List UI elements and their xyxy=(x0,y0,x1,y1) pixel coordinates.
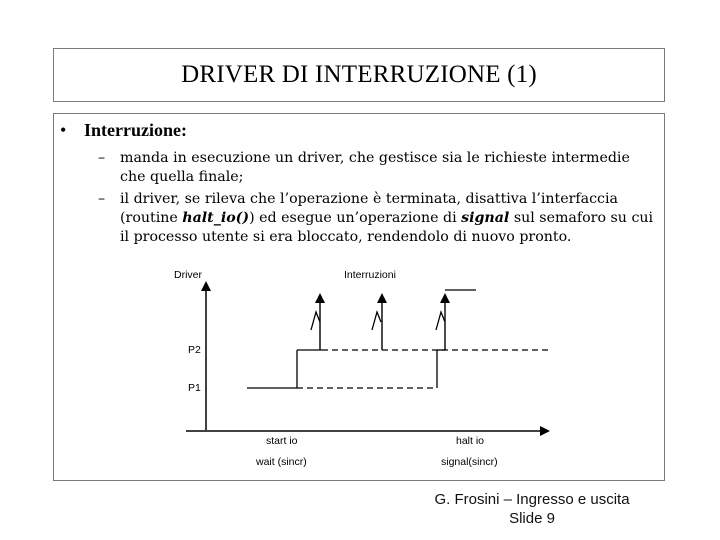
halt-io-term: halt_io() xyxy=(182,210,250,226)
level-p2-label: P2 xyxy=(188,344,201,356)
wait-label: wait (sincr) xyxy=(256,456,307,468)
bullet-dot-icon: • xyxy=(60,120,67,140)
y-axis-label: Driver xyxy=(174,269,202,281)
sub-item-2-text-a: il driver, se rileva che l’operazione è terminata, disattiva l’interfaccia (routine xyxy=(120,191,618,226)
slide-title: DRIVER DI INTERRUZIONE (1) xyxy=(181,61,537,88)
dash-icon: – xyxy=(98,150,106,166)
signal-label: signal(sincr) xyxy=(441,456,498,468)
sub-item-2-text-c: sul semaforo su cui il processo utente si era bloccato, rendendolo di nuovo pronto. xyxy=(120,210,654,245)
dash-icon: – xyxy=(98,191,106,207)
interrupt-zigzag-3 xyxy=(436,312,445,330)
footer-author: G. Frosini – Ingresso e uscita xyxy=(434,491,630,508)
bullet-label: Interruzione: xyxy=(84,120,187,140)
halt-io-label: halt io xyxy=(456,435,485,447)
footer xyxy=(400,490,664,528)
interrupt-zigzag-2 xyxy=(372,312,381,330)
signal-term: signal xyxy=(461,210,510,226)
sub-item-2-text-b: ) ed esegue un’operazione di xyxy=(249,210,462,226)
sub-item-1-text: manda in esecuzione un driver, che gestisce sia le richieste intermedie che quella finale; xyxy=(120,150,630,185)
interrupt-zigzag-1 xyxy=(311,312,320,330)
level-p1-label: P1 xyxy=(188,382,201,394)
interrupts-label: Interruzioni xyxy=(344,269,396,281)
footer-slide-number: Slide 9 xyxy=(509,510,555,527)
start-io-label: start io xyxy=(266,435,298,447)
